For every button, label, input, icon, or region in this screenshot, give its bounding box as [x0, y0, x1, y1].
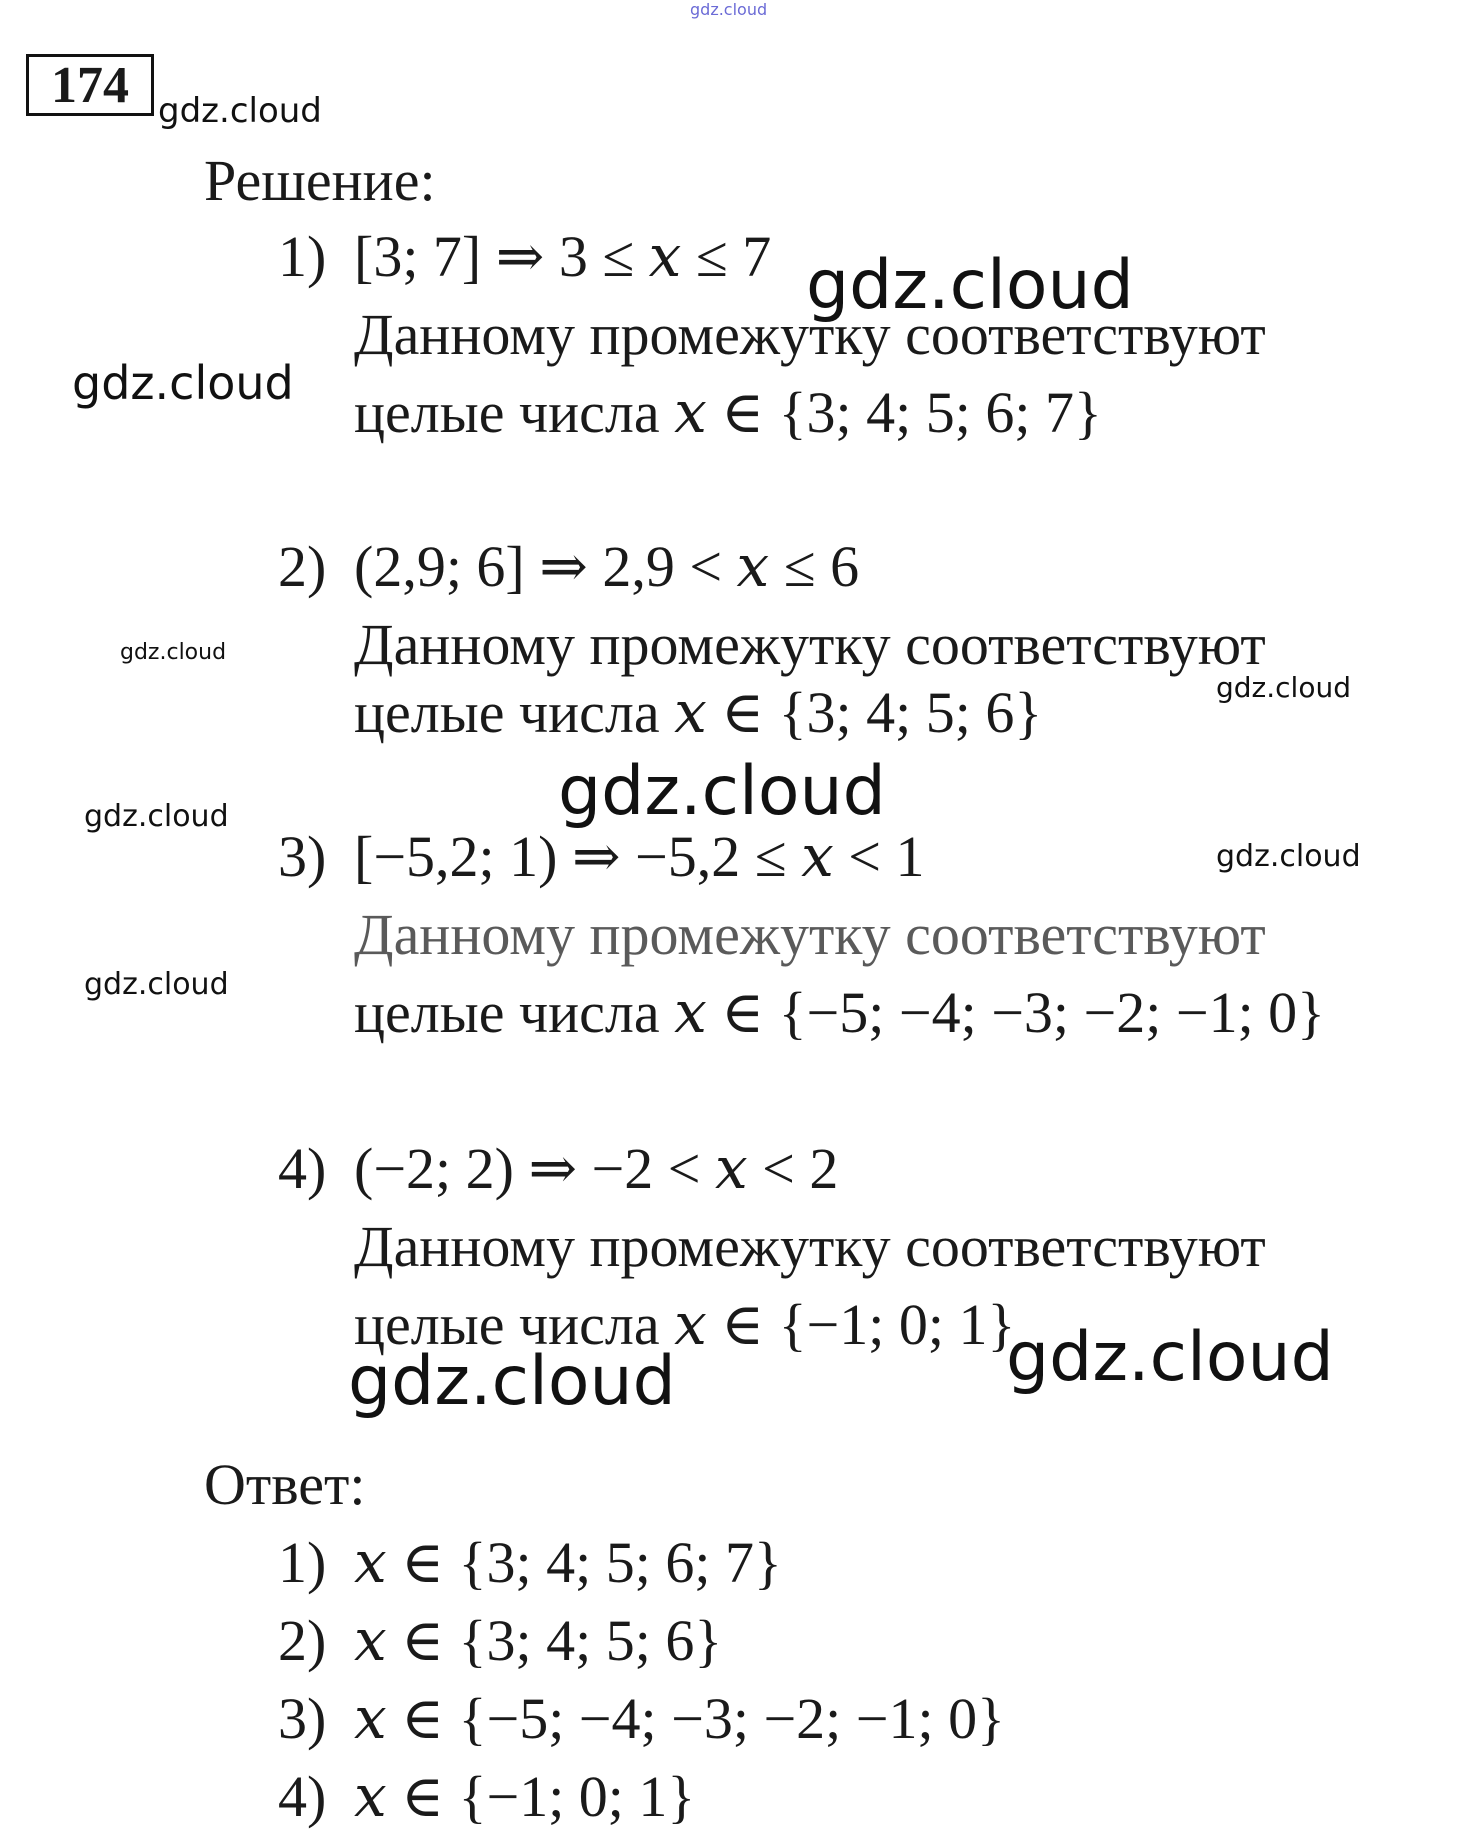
answer-number: 2): [278, 1608, 327, 1673]
watermark: gdz.cloud: [558, 752, 886, 831]
item-integers-line: целые числа 𝑥 ∈ {−1; 0; 1}: [354, 1292, 1016, 1357]
answer-value: 𝑥 ∈ {3; 4; 5; 6}: [354, 1608, 723, 1673]
top-watermark: gdz.cloud: [690, 0, 768, 19]
problem-number: 174: [26, 54, 154, 116]
answer-value: 𝑥 ∈ {−1; 0; 1}: [354, 1764, 696, 1829]
item-text-line: Данному промежутку соответствуют: [354, 1214, 1266, 1279]
answer-value: 𝑥 ∈ {3; 4; 5; 6; 7}: [354, 1530, 782, 1595]
item-number: 2): [278, 534, 327, 599]
answer-number: 1): [278, 1530, 327, 1595]
item-number: 4): [278, 1136, 327, 1201]
solution-label: Решение:: [204, 148, 436, 213]
item-text-line: Данному промежутку соответствуют: [354, 302, 1266, 367]
watermark: gdz.cloud: [120, 640, 227, 665]
watermark: gdz.cloud: [1006, 1318, 1334, 1397]
item-integers-line: целые числа 𝑥 ∈ {−5; −4; −3; −2; −1; 0}: [354, 980, 1326, 1045]
item-text-line: Данному промежутку соответствуют: [354, 902, 1266, 967]
watermark: gdz.cloud: [348, 1342, 676, 1421]
watermark: gdz.cloud: [158, 91, 322, 131]
item-integers-line: целые числа 𝑥 ∈ {3; 4; 5; 6; 7}: [354, 380, 1102, 445]
item-number: 1): [278, 224, 327, 289]
item-interval: [3; 7] ⇒ 3 ≤ 𝑥 ≤ 7: [354, 224, 772, 289]
watermark: gdz.cloud: [84, 967, 229, 1002]
watermark: gdz.cloud: [806, 246, 1134, 325]
item-text-line: Данному промежутку соответствуют: [354, 612, 1266, 677]
answer-value: 𝑥 ∈ {−5; −4; −3; −2; −1; 0}: [354, 1686, 1005, 1751]
item-integers-line: целые числа 𝑥 ∈ {3; 4; 5; 6}: [354, 680, 1043, 745]
item-interval: (2,9; 6] ⇒ 2,9 < 𝑥 ≤ 6: [354, 534, 860, 599]
watermark: gdz.cloud: [84, 799, 229, 834]
watermark: gdz.cloud: [1216, 839, 1361, 874]
item-interval: [−5,2; 1) ⇒ −5,2 ≤ 𝑥 < 1: [354, 824, 925, 889]
answer-number: 3): [278, 1686, 327, 1751]
answer-number: 4): [278, 1764, 327, 1829]
watermark: gdz.cloud: [72, 356, 294, 410]
answer-label: Ответ:: [204, 1452, 366, 1517]
watermark: gdz.cloud: [1216, 671, 1351, 704]
item-number: 3): [278, 824, 327, 889]
item-interval: (−2; 2) ⇒ −2 < 𝑥 < 2: [354, 1136, 839, 1201]
